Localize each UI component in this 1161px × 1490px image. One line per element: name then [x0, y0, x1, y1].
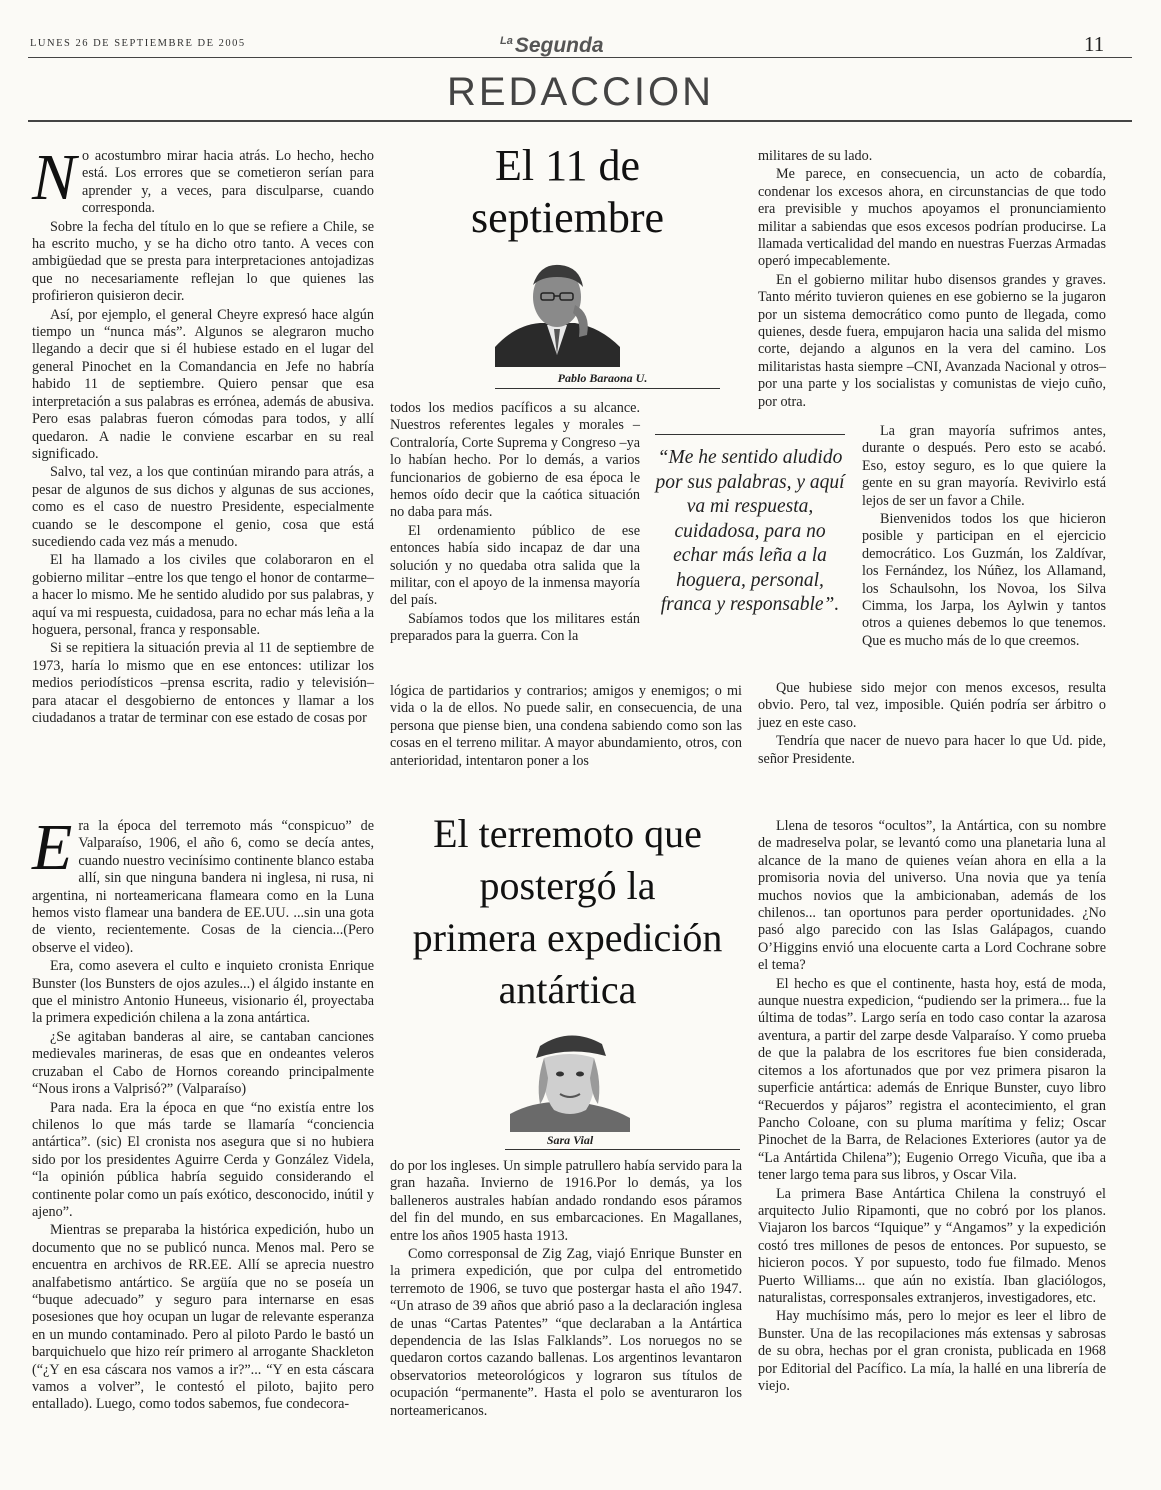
article1-headline — [390, 140, 745, 244]
article2-paragraph: ¿Se agitaban banderas al aire, se cantaban canciones medievales marineras, de esas que en ondeantes veleros cruzaban el Cabo de Hornos coreando principalmente “Nous irons a Valprisó?” (Valparaíso) — [32, 1028, 374, 1098]
article2-column3 — [758, 818, 1106, 1396]
logo-prefix: La — [500, 35, 513, 47]
article1-paragraph: Tendría que nacer de nuevo para hacer lo que Ud. pide, señor Presidente. — [758, 733, 1106, 767]
edition-date: LUNES 26 DE SEPTIEMBRE DE 2005 — [30, 38, 246, 49]
article1-headline-line: El 11 de — [495, 141, 640, 190]
article1-paragraph: o acostumbro mirar hacia atrás. Lo hecho, hecho está. Los errores que se cometieron serían para aprender y, a veces, para disculparse, cuando corresponda. — [82, 148, 374, 217]
article2-paragraph: Mientras se preparaba la histórica expedición, hubo un documento que no se publicó nunca. Menos mal. Pero se encuentra en archivos de RR.EE. Allí se aprecia nuestro analfabetismo antártico. Se argüía que no se poseía un “buque adecuado” y seguro para internarse en esas posesiones que hoy ocupan un lugar de relevante esperanza en un mundo contaminado. Pero al piloto Pardo le bastó un barquichuelo que hizo reír primero al arrogante Shackleton (“¿Y en esa cáscara nos vamos a ir?”... “Y en esta cáscara vamos a volver”, le contestó el piloto, bajito pero entallado). Luego, como todos sabemos, fue condecora- — [32, 1222, 374, 1413]
article1-paragraph: Si se repitiera la situación previa al 11 de septiembre de 1973, haría lo mismo que en ese entonces: utilizar los medios periodísticos –prensa escrita, radio y televisión– para atacar el desgobierno de entonces y llamar a los ciudadanos a tratar de terminar con ese estado de cosas por — [32, 640, 374, 726]
article1-paragraph: todos los medios pacíficos a su alcance. Nuestros referentes legales y morales –Contraloría, Corte Suprema y Congreso –ya lo habían hecho. Por lo demás, a varios funcionarios de gobierno de esa época le hemos oído decir que la caótica situación no daba para más. — [390, 400, 640, 521]
article1-column3-narrow — [862, 423, 1106, 651]
article2-author-rule — [505, 1149, 740, 1150]
article2-headline-line: antártica — [498, 967, 637, 1012]
article1-paragraph: Así, por ejemplo, el general Cheyre expresó hace algún tiempo un “nunca más”. Algunos se alegraron mucho llegando a decir que si él hubiese estado en el lugar del general Pinochet en la Comandancia en Jefe no habría habido 11 de septiembre. Quiero pensar que esa interpretación a sus palabras es errónea, además de abusiva. Pero esas palabras fueron cómodas para todos, y allí quedaron. A nadie le conviene escarbar en su real significado. — [32, 306, 374, 462]
author-portrait-icon — [510, 1022, 630, 1132]
article2-paragraph: Para nada. Era la época en que “no existía entre los chilenos lo que más tarde se llamaría “conciencia antártica”. (sic) El cronista nos asegura que si no hubiera sido por los presidentes Aguirre Cerda y González Videla, “la opinión pública habría seguido considerando el continente polar como un país exótico, desconocido, inútil y ajeno”. — [32, 1099, 374, 1220]
section-rule — [28, 120, 1132, 122]
section-title: REDACCION — [446, 70, 715, 114]
article1-paragraph: Sabíamos todos que los militares están preparados para la guerra. Con la — [390, 610, 640, 645]
article1-column2 — [390, 400, 640, 647]
article1-paragraph: Me parece, en consecuencia, un acto de cobardía, condenar los excesos ahora, en circunstancias de que todo era previsible y muchos apoyamos el pronunciamiento militar a sabiendas que esos excesos podrían producirse. La llamada verticalidad del mando en nuestras Fuerzas Armadas operó impecablemente. — [758, 166, 1106, 270]
article1-author-rule — [495, 388, 720, 389]
article2-paragraph: Hay muchísimo más, pero lo mejor es leer el libro de Bunster. Una de las recopilaciones más extensas y sabrosas de su obra, hechas por el gran cronista, publicada en 1968 por Editorial del Pacífico. La mía, la hallé en una librería de viejo. — [758, 1308, 1106, 1394]
article1-column1 — [32, 141, 374, 728]
article1-column3 — [758, 148, 1106, 412]
article2-paragraph: ra la época del terremoto más “conspicuo” de Valparaíso, 1906, el año 6, como se decía antes, cuando nuestro vecinísimo continente blanco estaba allí, sin que ninguna bandera ni inglesa, ni rusa, ni argentina, ni norteamericana flameara como en la Luna hemos visto flamear una bandera de EE.UU. ...sin una gota de viento, recientemente. Cosas de la ciencia...(Pero observe el video). — [32, 818, 374, 956]
logo-name: Segunda — [514, 34, 604, 57]
article1-column3-end — [758, 680, 1106, 769]
article2-paragraph: Era, como asevera el culto e inquieto cronista Enrique Bunster (los Bunsters de ojos azules...) el álgido instante en que el ministro Antonio Huneeus, visionario él, proyectaba la primera expedición chilena a la zona antártica. — [32, 958, 374, 1027]
article2-author: Sara Vial — [546, 1133, 594, 1147]
newspaper-logo — [500, 34, 604, 58]
article2-headline — [385, 808, 750, 1016]
article2-paragraph: La primera Base Antártica Chilena la construyó el arquitecto Julio Ripamonti, que no cobró por los planos. Viajaron los barcos “Iquique” y “Angamos” y la expedición costó tres millones de pesos de entonces. Por supuesto, se hicieron pocos. Y por supuesto, todo fue filmado. Menos Puerto Williams... que aún no existía. Iban glaciólogos, naturalistas, corresponsales extranjeros, investigadores, etc. — [758, 1185, 1106, 1306]
article1-paragraph: Bienvenidos todos los que hicieron posible y participan en el ejercicio democrático. Los Guzmán, los Zaldívar, los Fernández, los Núñez, los Allamand, los Schaulsohn, los Novoa, los Silva Cimma, los Jarpa, los Aylwin y tantos otros a quienes debemos lo que tenemos. Que es mucho más de lo que creemos. — [862, 511, 1106, 649]
article2-paragraph: Como corresponsal de Zig Zag, viajó Enrique Bunster en la primera expedición, que por culpa del entrometido terremoto de 1906, se tuvo que postergar hasta el año 1947. “Un atraso de 39 años que abrió paso a la declaración inglesa de unas “Cartas Patentes” “que declaraban a la Antártica dependencia de las Islas Falklands”. Los noruegos no se quedaron cortos cazando ballenas. Los argentinos levantaron observatorios meteorológicos y lograron sus títulos de ocupación “permanente”. Hasta el polo se aventuraron los norteamericanos. — [390, 1246, 742, 1419]
article2-paragraph: El hecho es que el continente, hasta hoy, está de moda, aunque nuestra expedicion, “pudiendo ser la primera... fue la última de todas”. Largo sería en todo caso contar la azarosa aventura, a partir del zarpe desde Valparaíso. Y como prueba de que la palabra de los escritores fue bien considerada, citemos a los afortunados que por vez primera pisaron la superficie antártica: además de Enrique Bunster, cuyo libro “Recuerdos y pájaros” registra el acontecimiento, el gran Pancho Coloane, con su pluma marítima y feliz; Oscar Pinochet de la Barra, de Relaciones Exteriores (autor ya de “La Antártida Chilena”); Eugenio Orrego Vicuña, que iba a tener largo tema para sus libros, y Oscar Vila. — [758, 975, 1106, 1184]
page-number: 11 — [1084, 32, 1105, 56]
author-portrait-icon — [495, 255, 620, 367]
article1-dropcap: N — [32, 141, 77, 214]
article2-author-photo — [510, 1022, 630, 1132]
article1-author-photo — [495, 255, 620, 367]
article1-paragraph: Salvo, tal vez, a los que continúan mirando para atrás, a pesar de algunos de sus dichos y algunas de sus acciones, como es el caso de nuestro Presidente, especialmente cuando se le descompone el genio, cosa que está sucediendo cada vez más a menudo. — [32, 464, 374, 550]
header-rule — [28, 57, 1132, 58]
article2-column2 — [390, 1158, 742, 1421]
article2-headline-line: primera expedición — [412, 915, 723, 960]
article1-headline-line: septiembre — [470, 193, 665, 242]
article1-paragraph: Que hubiese sido mejor con menos excesos, resulta obvio. Pero, tal vez, imposible. Quién podría ser árbitro o juez en este caso. — [758, 680, 1106, 731]
article1-paragraph: La gran mayoría sufrimos antes, durante o después. Pero esto se acabó. Eso, estoy seguro, es lo que quiere la gente en su gran mayoría. Revivirlo está lejos de ser un favor a Chile. — [862, 423, 1106, 509]
article1-paragraph: El ha llamado a los civiles que colaboraron en el gobierno militar –entre los que tengo el honor de contarme– a hacer lo mismo. Me he sentido aludido por sus palabras, y aquí va mi respuesta, cuidadosa, para no echar más leña a la hoguera, personal, franca y responsable. — [32, 552, 374, 638]
article1-author: Pablo Baraona U. — [557, 371, 648, 385]
article1-paragraph: lógica de partidarios y contrarios; amigos y enemigos; o mi vida o la de ellos. No puede salir, en consecuencia, de una persona que piense bien, una condena sabiendo como son las cosas en el terreno militar. A mayor abundamiento, otros, con anterioridad, intentaron poner a los — [390, 683, 742, 769]
article2-column1 — [32, 811, 374, 1415]
article2-headline-line: postergó la — [479, 863, 656, 908]
article2-paragraph: Llena de tesoros “ocultos”, la Antártica, con su nombre de madreselva polar, se levantó como una planetaria luna al alcance de la mano de quienes veían ahora en ella a la promisoria novia del universo. Una novia que ya tenía muchos novios que la ambicionaban, además de los chilenos... tan oportunos para perder oportunidades. ¿No pasó algo parecido con las Islas Galápagos, cuando O’Higgins envió una elocuente carta a Lord Cochrane sobre el tema? — [758, 818, 1106, 974]
article1-paragraph: Sobre la fecha del título en lo que se refiere a Chile, se ha escrito mucho, y se ha dicho otro tanto. A veces con ambigüedad que se presta para interpretaciones antojadizas que no necesariamente reflejan lo que quienes las profirieron quisieron decir. — [32, 218, 374, 305]
article1-paragraph: El ordenamiento público de ese entonces había sido incapaz de dar una solución y no quedaba otra salida que la militar, con el apoyo de la inmensa mayoría del país. — [390, 522, 640, 609]
article1-paragraph: militares de su lado. — [758, 148, 873, 164]
article1-pullquote: “Me he sentido aludido por sus palabras, y aquí va mi respuesta, cuidadosa, para no echar más leña a la hoguera, personal, franca y responsable”. — [655, 447, 845, 615]
article2-dropcap: E — [32, 811, 73, 884]
article2-paragraph: do por los ingleses. Un simple patrullero había servido para la gran hazaña. Invierno de 1916.Por lo demás, ya los balleneros australes habían andado rondando esos páramos del fin del mundo, en sus embarcaciones. En Magallanes, entre los años 1905 hasta 1913. — [390, 1158, 742, 1244]
article1-paragraph: En el gobierno militar hubo disensos grandes y graves. Tanto mérito tuvieron quienes en ese gobierno se la jugaron por un sistema democrático como punto de llegada, como quienes, desde fuera, empujaron hacia una salida del mismo corte, dejando a algunos en la vera del camino. Los militaristas hasta siempre –CNI, Avanzada Nacional y otros– por una parte y los socialistas y comunistas de viejo cuño, por otra. — [758, 271, 1106, 410]
pullquote-top-rule — [655, 434, 845, 435]
article1-column2-continued — [390, 683, 742, 771]
article2-headline-line: El terremoto que — [433, 811, 702, 856]
